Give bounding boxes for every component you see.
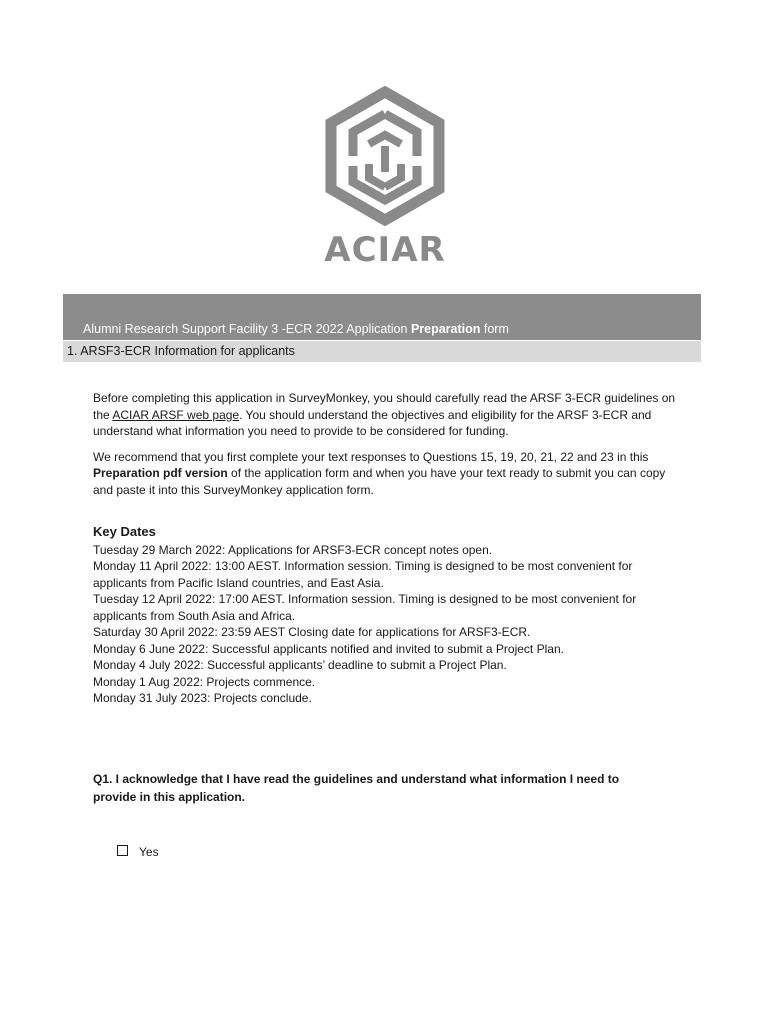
intro-text: of the application form and when you have your text ready to submit you can copy and paste it into this SurveyMonkey application form. xyxy=(93,466,666,497)
form-title-banner xyxy=(63,294,701,340)
intro-paragraph-1 xyxy=(93,390,683,440)
key-date-item: Tuesday 29 March 2022: Applications for ARSF3-ECR concept notes open. xyxy=(93,542,493,557)
key-dates-title: Key Dates xyxy=(93,524,156,539)
key-date-item: Monday 31 July 2023: Projects conclude. xyxy=(93,691,312,705)
option-yes[interactable] xyxy=(117,845,159,859)
option-yes-label: Yes xyxy=(139,845,159,859)
intro-text: . You should understand the objectives and eligibility for the ARSF 3-ECR and understand what information you need to provide to be considered for funding. xyxy=(93,407,652,438)
aciar-logo xyxy=(0,86,770,268)
aciar-hexagon-icon xyxy=(322,86,448,226)
key-date-item: Saturday 30 April 2022: 23:59 AEST Closing date for applications for ARSF3-ECR. xyxy=(93,625,531,639)
key-date-item: Monday 1 Aug 2022: Projects commence. xyxy=(93,674,316,689)
intro-paragraph-2 xyxy=(93,449,683,499)
key-date-item: Monday 4 July 2022: Successful applicants’ deadline to submit a Project Plan. xyxy=(93,658,507,672)
logo-wordmark: ACIAR xyxy=(324,230,446,270)
key-dates-list xyxy=(93,542,683,707)
form-title-part: Alumni Research Support Facility 3 -ECR 2022 Application xyxy=(83,322,411,336)
intro-text: We recommend that you first complete your text responses to Questions 15, 19, 20, 21, 22 and 23 in this xyxy=(93,449,649,464)
key-date-item: Monday 6 June 2022: Successful applicants notified and invited to submit a Project Plan. xyxy=(93,641,564,656)
key-date-item: Monday 11 April 2022: 13:00 AEST. Information session. Timing is designed to be most convenient for applicants from Pacific Island countries, and East Asia. xyxy=(93,559,633,590)
section-header: 1. ARSF3-ECR Information for applicants xyxy=(63,341,701,362)
form-title-suffix: form xyxy=(480,322,509,336)
form-title xyxy=(83,322,509,336)
checkbox-yes[interactable] xyxy=(117,845,128,856)
key-date-item: Tuesday 12 April 2022: 17:00 AEST. Information session. Timing is designed to be most convenient for applicants from South Asia and Africa. xyxy=(93,592,637,623)
aciar-arsf-link[interactable]: ACIAR ARSF web page xyxy=(112,407,240,422)
question-1 xyxy=(93,770,653,806)
intro-text: Before completing this application in SurveyMonkey, you should carefully read the ARSF 3-ECR guidelines on the xyxy=(93,391,676,422)
question-text: . I acknowledge that I have read the guidelines and understand what information I need to provide in this application. xyxy=(93,772,620,804)
question-label: Q1 xyxy=(93,772,110,786)
intro-bold-text: Preparation pdf version xyxy=(93,466,228,480)
form-title-bold: Preparation xyxy=(410,322,481,336)
intro-content xyxy=(93,390,683,707)
